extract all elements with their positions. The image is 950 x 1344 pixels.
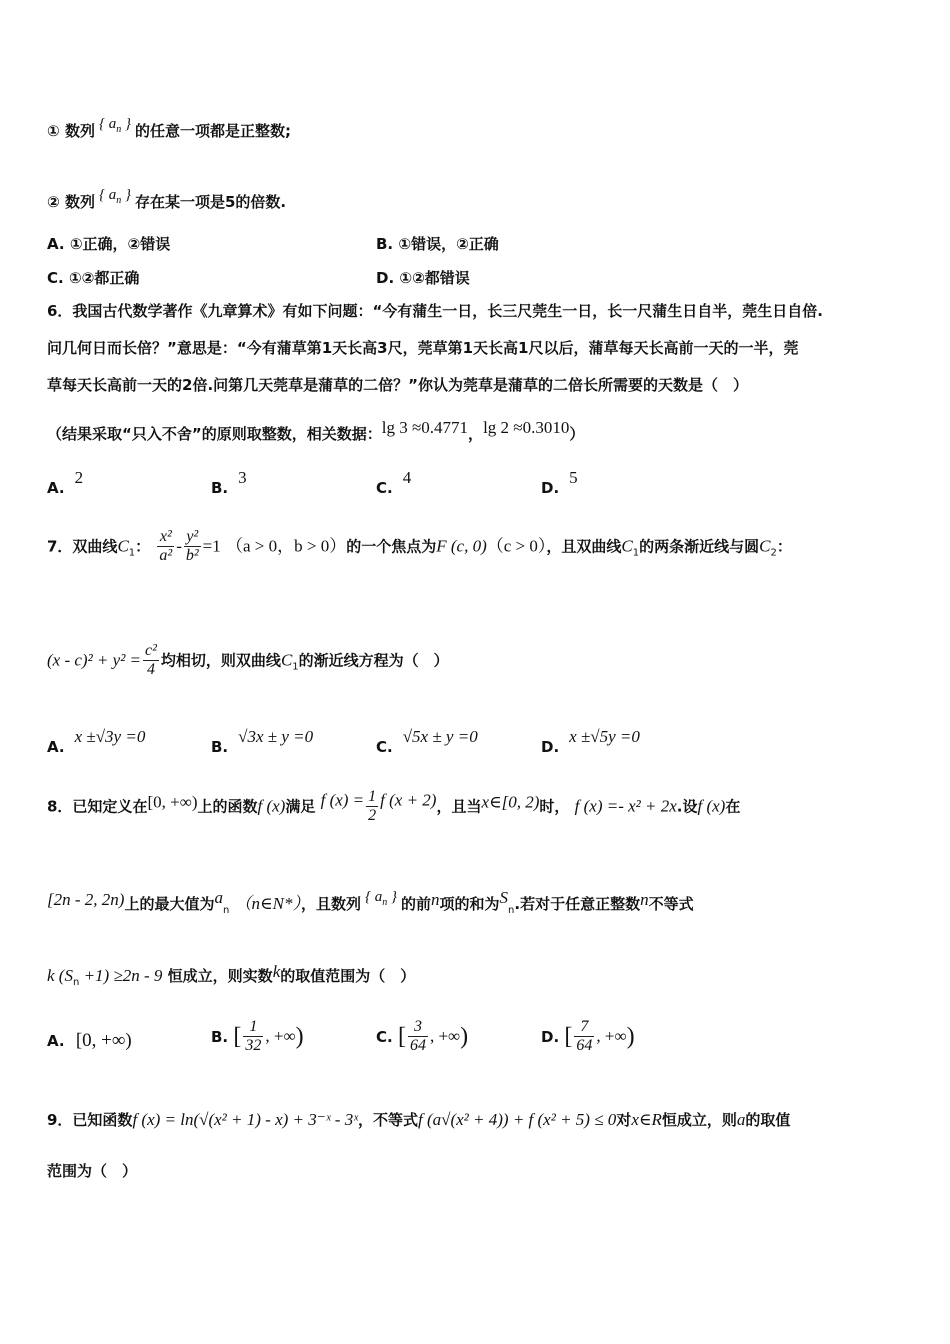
fraction-half: $\frac{1}{2}$ [368, 788, 377, 825]
q6-line-1: 6．我国古代数学著作《九章算术》有如下问题：“今有蒲生一日，长三尺莞生一日，长一尺蒲生日自半，莞生日自倍. [47, 302, 823, 320]
fraction-y2-b2: $\frac{\text{y²}}{\text{b²}}$ [185, 528, 199, 565]
q8-line-3: k $(S_n +1) \ge 2n - 9$ 恒成立，则实数k的取值范围为（ ） [47, 962, 416, 988]
q6-line-2: 问几何日而长倍？”意思是：“今有蒲草第1天长高3尺，莞草第1天长高1尺以后，蒲草每天长高前一天的一半，莞 [47, 339, 799, 357]
text: 数列 [64, 122, 95, 140]
q8-line-1: 8．已知定义在[0, +∞)上的函数f (x)满足 f (x) = $\frac{1}{2}$ f (x + 2)，且当x∈[0, 2)时， f (x) =- x² + 2x.设f (x)在 [47, 788, 741, 825]
q5-option-c[interactable]: C. ①②都正确 [47, 269, 140, 287]
q9-line-2: 范围为（ ） [47, 1162, 138, 1180]
inequality: f (a√(x² + 4)) + f (x² + 5) ≤ 0 [418, 1110, 617, 1129]
mark: ② [47, 193, 60, 211]
sequence-symbol: { $a_n$ } [365, 889, 397, 908]
sequence-symbol: { $a_n$ } [98, 116, 131, 135]
statement-1 [47, 115, 291, 140]
sequence-symbol: { $a_n$ } [98, 187, 131, 206]
circle-equation: (x - c)² + y² = [47, 650, 142, 670]
mark: ① [47, 122, 60, 140]
fraction-x2-a2: $\frac{\text{x²}}{\text{a²}}$ [159, 528, 173, 565]
text: 的任意一项都是正整数; [134, 122, 291, 140]
q6-line-3: 草每天长高前一天的2倍.问第几天莞草是蒲草的二倍？”你认为莞草是蒲草的二倍长所需要的天数是（ ） [47, 376, 748, 394]
q6-option-d[interactable]: D.5 [541, 468, 578, 497]
statement-2 [47, 186, 286, 211]
q6-option-b[interactable]: B.3 [211, 468, 247, 497]
q8-line-2: [2n - 2, 2n)上的最大值为$a_n$ （n∈N*），且数列 { $a_n$ } 的前n项的和为$S_n$.若对于任意正整数n不等式 [47, 888, 694, 916]
q7-option-c[interactable]: C.√5x ± y =0 [376, 727, 478, 756]
q8-option-b[interactable]: B. [ $\frac{1}{32}$ , +∞) [211, 1018, 304, 1055]
q7-option-a[interactable]: A.x ±√3y =0 [47, 727, 146, 756]
q6-option-c[interactable]: C.4 [376, 468, 412, 497]
q7-line-2: (x - c)² + y² = $\frac{\text{c²}}{4}$ 均相切，则双曲线$C_1$的渐近线方程为（ ） [47, 642, 449, 679]
q5-option-d[interactable]: D. ①②都错误 [376, 269, 470, 287]
lg2-value: lg 2 ≈0.3010 [483, 418, 570, 437]
q5-option-a[interactable]: A. ①正确，②错误 [47, 235, 171, 253]
q6-note: （结果采取“只入不舍”的原则取整数，相关数据：lg 3 ≈0.4771，lg 2 ≈0.3010） [47, 418, 585, 443]
q7-option-d[interactable]: D.x ±√5y =0 [541, 727, 640, 756]
lg3-value: lg 3 ≈0.4771 [381, 418, 469, 437]
q8-option-a[interactable]: A. [0, +∞) [47, 1030, 132, 1051]
q5-option-b[interactable]: B. ①错误，②正确 [376, 235, 499, 253]
fraction-c2-4: $\frac{\text{c²}}{4}$ [145, 642, 157, 679]
text: 数列 [64, 193, 95, 211]
q9-line-1: 9．已知函数f (x) = ln(√(x² + 1) - x) + 3⁻ˣ - 3ˣ，不等式f (a√(x² + 4)) + f (x² + 5) ≤ 0对x∈R恒成立，则a的取值 [47, 1110, 791, 1129]
q8-option-d[interactable]: D. [ $\frac{7}{64}$ , +∞) [541, 1018, 635, 1055]
q8-option-c[interactable]: C. [ $\frac{3}{64}$ , +∞) [376, 1018, 469, 1055]
q7-option-b[interactable]: B.√3x ± y =0 [211, 727, 314, 756]
q7-line-1: 7．双曲线$C_1$： $\frac{\text{x²}}{\text{a²}}$ - $\frac{\text{y²}}{\text{b²}}$ =1 （a > 0，b > 0）的一个焦点为F (c, 0)（c > 0），且双曲线$C_1$的两条渐近线与圆$C_2$： [47, 528, 792, 565]
q6-option-a[interactable]: A.2 [47, 468, 84, 497]
function-definition: f (x) = ln(√(x² + 1) - x) + 3⁻ˣ - 3ˣ [132, 1110, 358, 1129]
text: 存在某一项是5的倍数. [134, 193, 287, 211]
